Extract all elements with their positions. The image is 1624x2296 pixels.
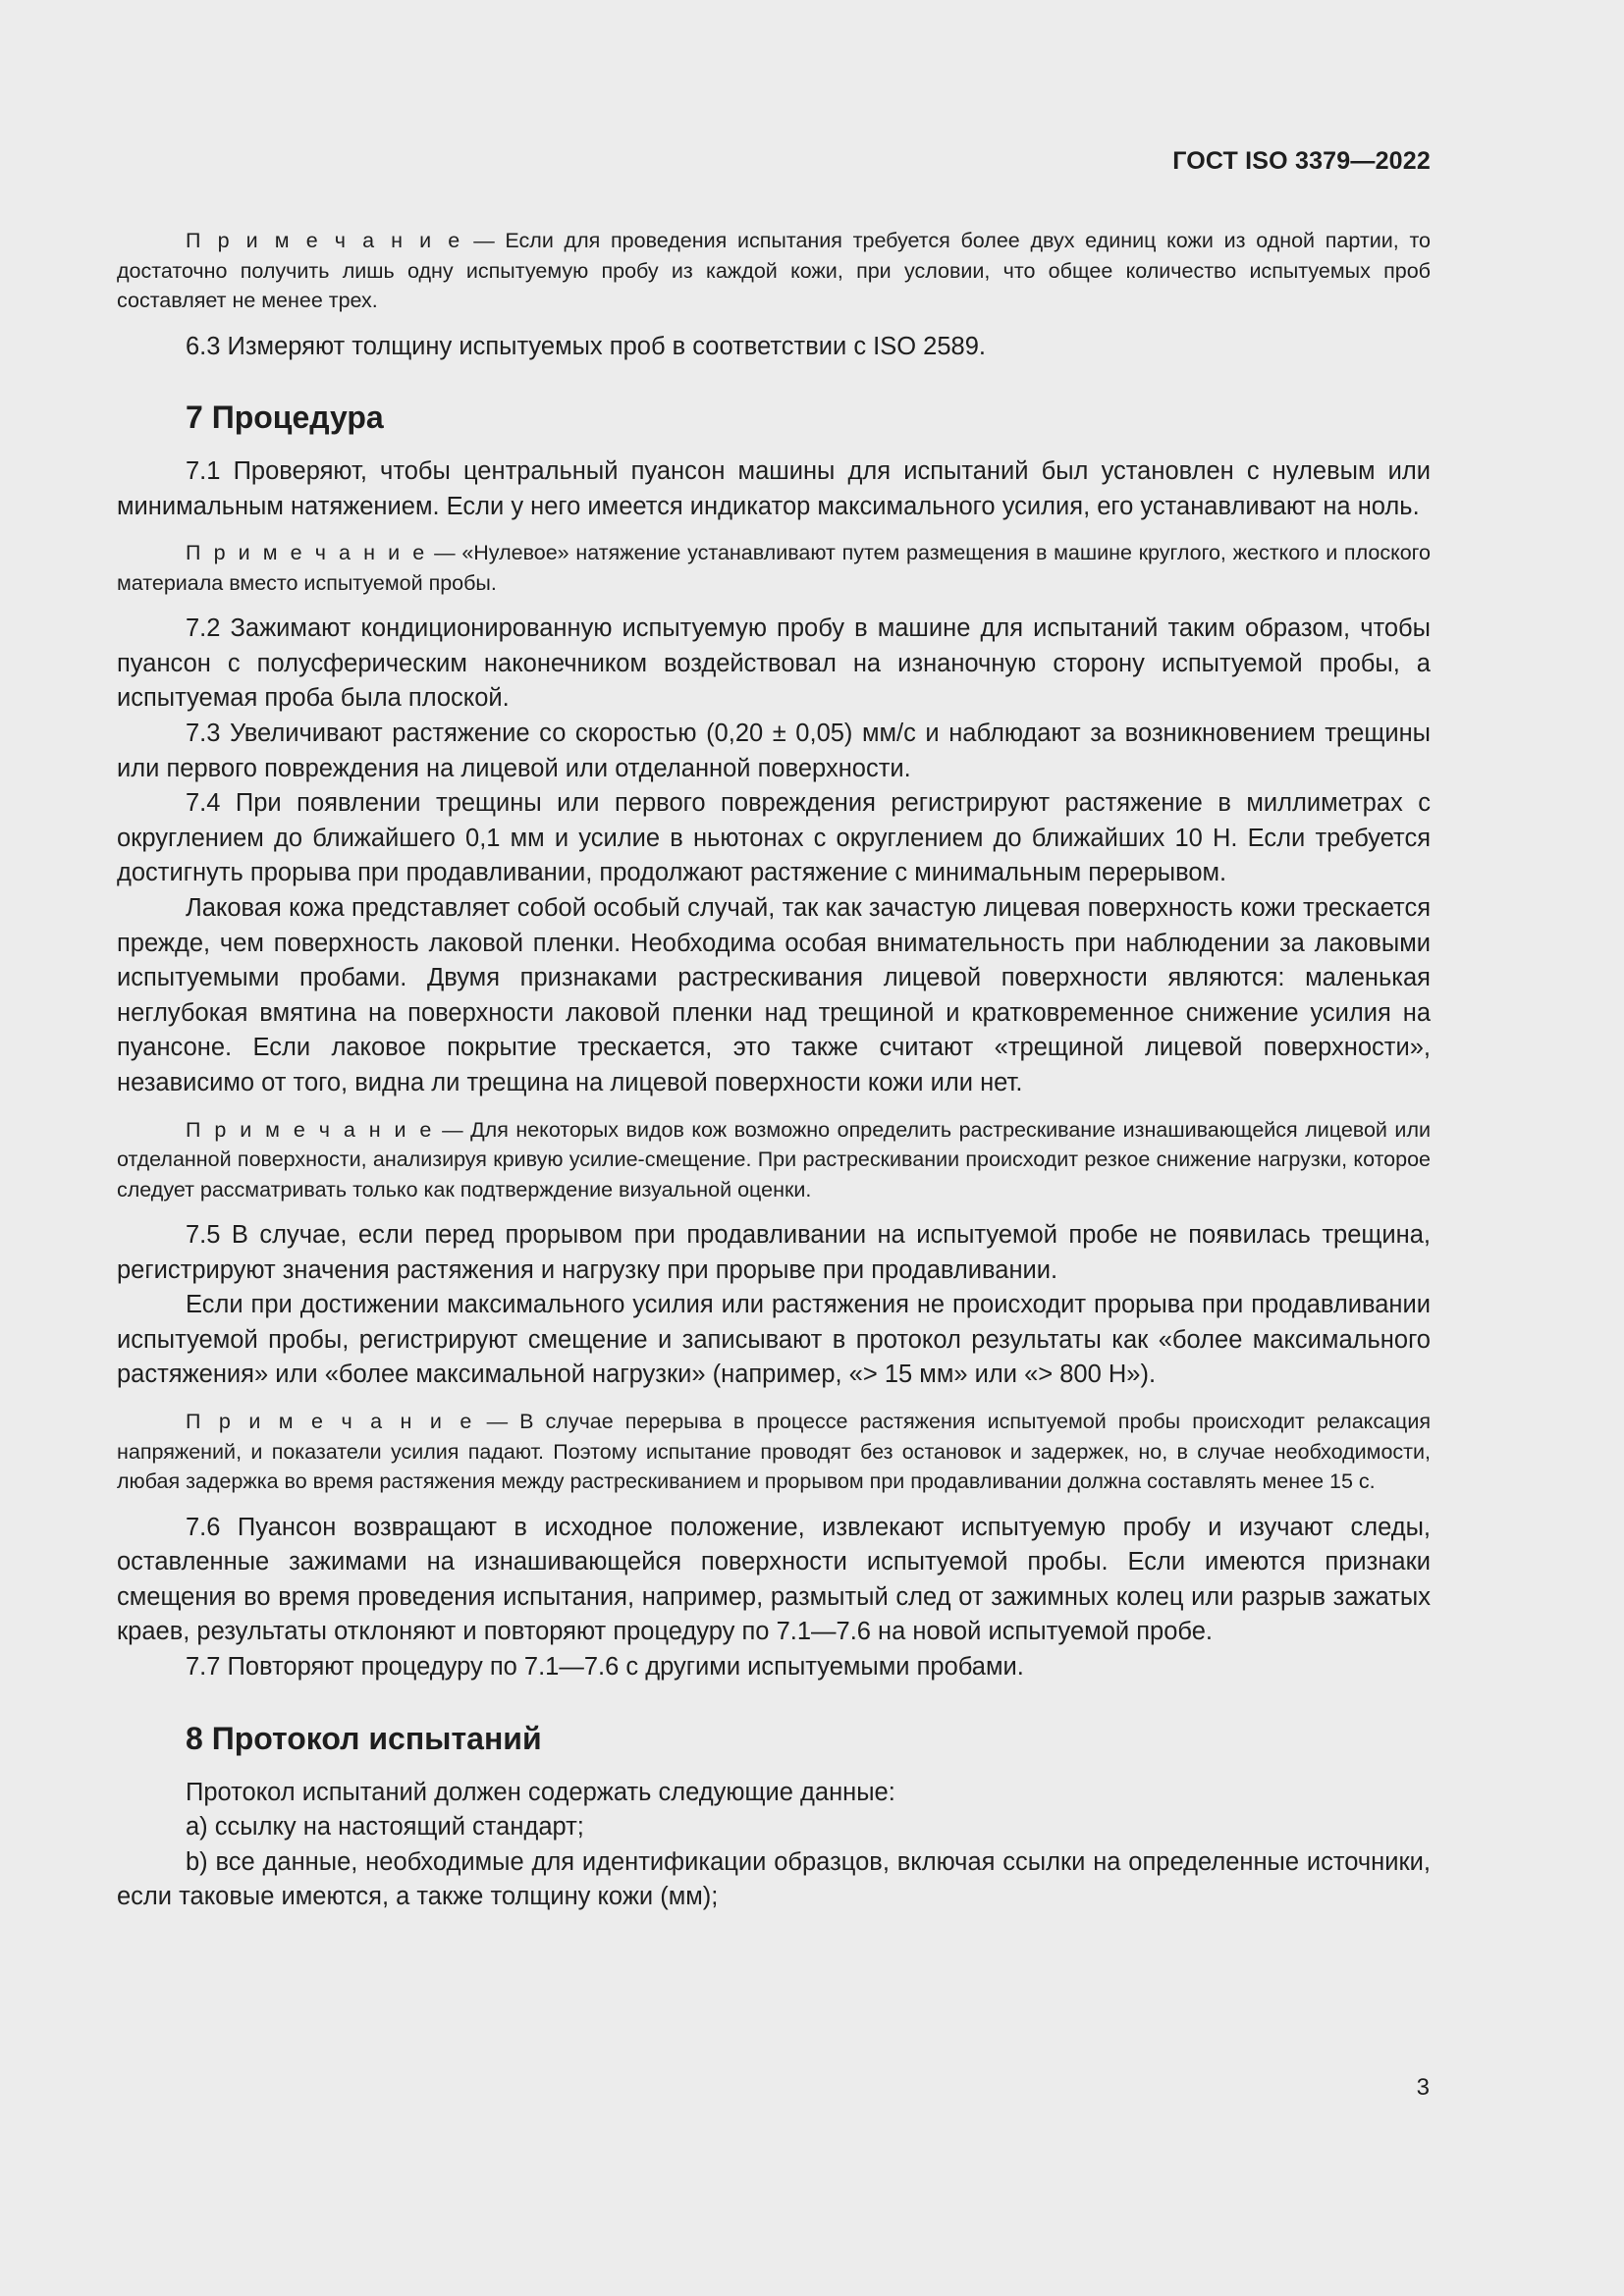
note-4-text: — В случае перерыва в процессе растяжения испытуемой пробы происходит релаксация напряжений, и показатели усилия падают. Поэтому испытание проводят без остановок и задержек, но, в случае необходимости, любая задержка во время растяжения между растрескиванием и прорывом при продавливании должна составлять менее 15 с. xyxy=(117,1410,1431,1494)
page-number: 3 xyxy=(1416,2074,1430,2101)
clause-7-4: 7.4 При появлении трещины или первого повреждения регистрируют растяжение в миллиметрах с округлением до ближайшего 0,1 мм и усилие в ньютонах с округлением до ближайших 10 Н. Если требуется достигнуть прорыва при продавливании, продолжают растяжение с минимальным перерывом. xyxy=(117,789,1431,887)
clause-7-5: 7.5 В случае, если перед прорывом при продавливании на испытуемой пробе не появилась трещина, регистрируют значения растяжения и нагрузку при прорыве при продавливании. xyxy=(117,1221,1431,1284)
clause-7-3: 7.3 Увеличивают растяжение со скоростью (0,20 ± 0,05) мм/с и наблюдают за возникновением трещины или первого повреждения на лицевой или отделанной поверхности. xyxy=(117,720,1431,782)
clause-8-item-a: a) ссылку на настоящий стандарт; xyxy=(186,1813,584,1842)
clause-6-3: 6.3 Измеряют толщину испытуемых проб в соответствии с ISO 2589. xyxy=(186,332,986,360)
note-2-text: — «Нулевое» натяжение устанавливают путем размещения в машине круглого, жесткого и плоского материала вместо испытуемой пробы. xyxy=(117,541,1431,595)
document-header: ГОСТ ISO 3379—2022 xyxy=(1172,147,1431,175)
page-content xyxy=(117,226,1431,1915)
note-label: П р и м е ч а н и е xyxy=(186,1117,435,1142)
note-1 xyxy=(117,226,1431,316)
clause-7-7: 7.7 Повторяют процедуру по 7.1—7.6 с другими испытуемыми пробами. xyxy=(186,1652,1024,1681)
clause-7-5-max: Если при достижении максимального усилия или растяжения не происходит прорыва при продавливании испытуемой пробы, регистрируют смещение и записывают в протокол результаты как «более максимального растяжения» или «более максимальной нагрузки» (например, «> 15 мм» или «> 800 Н»). xyxy=(117,1291,1431,1389)
note-label: П р и м е ч а н и е xyxy=(186,1410,475,1434)
clause-7-2: 7.2 Зажимают кондиционированную испытуемую пробу в машине для испытаний таким образом, чтобы пуансон с полусферическим наконечником воздействовал на изнаночную сторону испытуемой пробы, а испытуемая проба была плоской. xyxy=(117,614,1431,713)
clause-7-6: 7.6 Пуансон возвращают в исходное положение, извлекают испытуемую пробу и изучают следы, оставленные зажимами на изнашивающейся поверхности испытуемой пробы. Если имеются признаки смещения во время проведения испытания, например, размытый след от зажимных колец или разрыв зажатых краев, результаты отклоняют и повторяют процедуру по 7.1—7.6 на новой испытуемой пробе. xyxy=(117,1513,1431,1646)
clause-8-item-b: b) все данные, необходимые для идентификации образцов, включая ссылки на определенные источники, если таковые имеются, а также толщину кожи (мм); xyxy=(117,1847,1431,1911)
note-label: П р и м е ч а н и е xyxy=(186,541,428,565)
section-8-heading: 8 Протокол испытаний xyxy=(186,1720,542,1756)
note-3-text: — Для некоторых видов кож возможно определить растрескивание изнашивающейся лицевой или отделанной поверхности, анализируя кривую усилие-смещение. При растрескивании происходит резкое снижение нагрузки, которое следует рассматривать только как подтверждение визуальной оценки. xyxy=(117,1117,1432,1201)
note-2 xyxy=(117,538,1431,598)
clause-7-1: 7.1 Проверяют, чтобы центральный пуансон машины для испытаний был установлен с нулевым или минимальным натяжением. Если у него имеется индикатор максимального усилия, его устанавливают на ноль. xyxy=(117,457,1431,520)
note-4 xyxy=(117,1407,1431,1497)
note-3 xyxy=(117,1115,1431,1205)
clause-7-4-lacquer: Лаковая кожа представляет собой особый случай, так как зачастую лицевая поверхность кожи трескается прежде, чем поверхность лаковой пленки. Необходима особая внимательность при наблюдении за лаковыми испытуемыми пробами. Двумя признаками растрескивания лицевой поверхности являются: маленькая неглубокая вмятина на поверхности лаковой пленки над трещиной и кратковременное снижение усилия на пуансоне. Если лаковое покрытие трескается, это также считают «трещиной лицевой поверхности», независимо от того, видна ли трещина на лицевой поверхности кожи или нет. xyxy=(117,894,1431,1096)
section-7-heading: 7 Процедура xyxy=(186,400,384,436)
note-label: П р и м е ч а н и е xyxy=(186,229,463,252)
note-1-text: — Если для проведения испытания требуется более двух единиц кожи из одной партии, то достаточно получить лишь одну испытуемую пробу из каждой кожи, при условии, что общее количество испытуемых проб составляет не менее трех. xyxy=(117,229,1432,312)
clause-8-intro: Протокол испытаний должен содержать следующие данные: xyxy=(186,1778,895,1806)
